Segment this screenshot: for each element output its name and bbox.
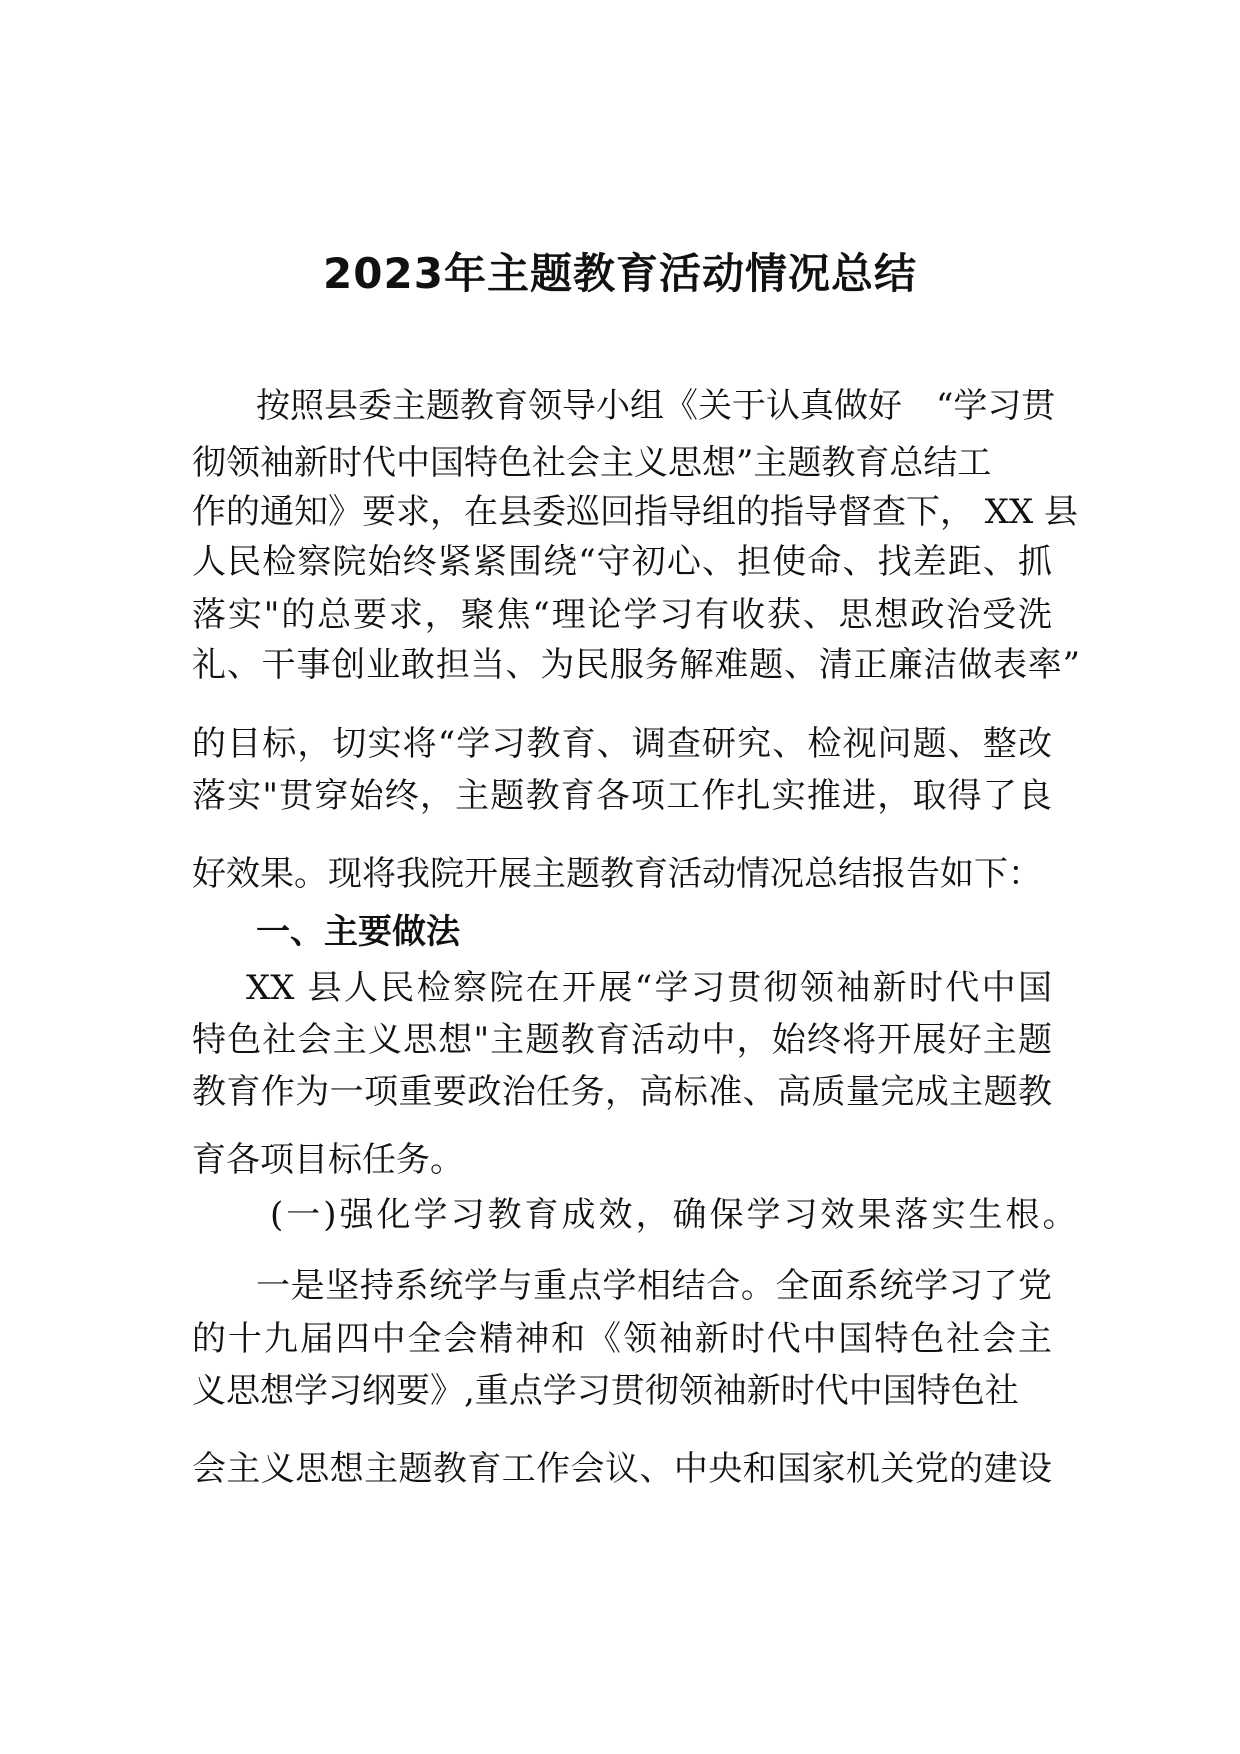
paragraph-line: 彻领袖新时代中国特色社会主义思想”主题教育总结工	[192, 443, 992, 483]
paragraph-line: XX 县人民检察院在开展“学习贯彻领袖新时代中国	[246, 968, 1052, 1008]
paragraph-line: 落实"贯穿始终，主题教育各项工作扎实推进，取得了良	[192, 776, 1052, 816]
paragraph-line: 教育作为一项重要政治任务，高标准、高质量完成主题教	[192, 1072, 1052, 1112]
paragraph-line: 的十九届四中全会精神和《领袖新时代中国特色社会主	[192, 1319, 1052, 1359]
paragraph-line: 作的通知》要求，在县委巡回指导组的指导督查下， XX 县	[192, 492, 1079, 532]
paragraph-line: 育各项目标任务。	[192, 1140, 464, 1180]
paragraph-line: 礼、干事创业敢担当、为民服务解难题、清正廉洁做表率”	[192, 645, 1080, 685]
paragraph-line: 的目标，切实将“学习教育、调查研究、检视问题、整改	[192, 724, 1052, 764]
paragraph-line: 人民检察院始终紧紧围绕“守初心、担使命、找差距、抓	[192, 542, 1052, 582]
section-heading: 一、主要做法	[256, 912, 460, 952]
paragraph-line: 会主义思想主题教育工作会议、中央和国家机关党的建设	[192, 1449, 1052, 1489]
subsection-heading: (一)强化学习教育成效，确保学习效果落实生根。	[270, 1195, 1080, 1235]
paragraph-line: 一是坚持系统学与重点学相结合。全面系统学习了党	[256, 1266, 1052, 1306]
paragraph-line: 落实"的总要求，聚焦“理论学习有收获、思想政治受洗	[192, 595, 1052, 635]
paragraph-line: 好效果。现将我院开展主题教育活动情况总结报告如下：	[192, 854, 1042, 894]
document-title: 2023年主题教育活动情况总结	[323, 249, 917, 298]
paragraph-line: 按照县委主题教育领导小组《关于认真做好 “学习贯	[256, 386, 1056, 426]
paragraph-line: 义思想学习纲要》,重点学习贯彻领袖新时代中国特色社	[192, 1371, 1019, 1411]
paragraph-line: 特色社会主义思想"主题教育活动中，始终将开展好主题	[192, 1020, 1052, 1060]
